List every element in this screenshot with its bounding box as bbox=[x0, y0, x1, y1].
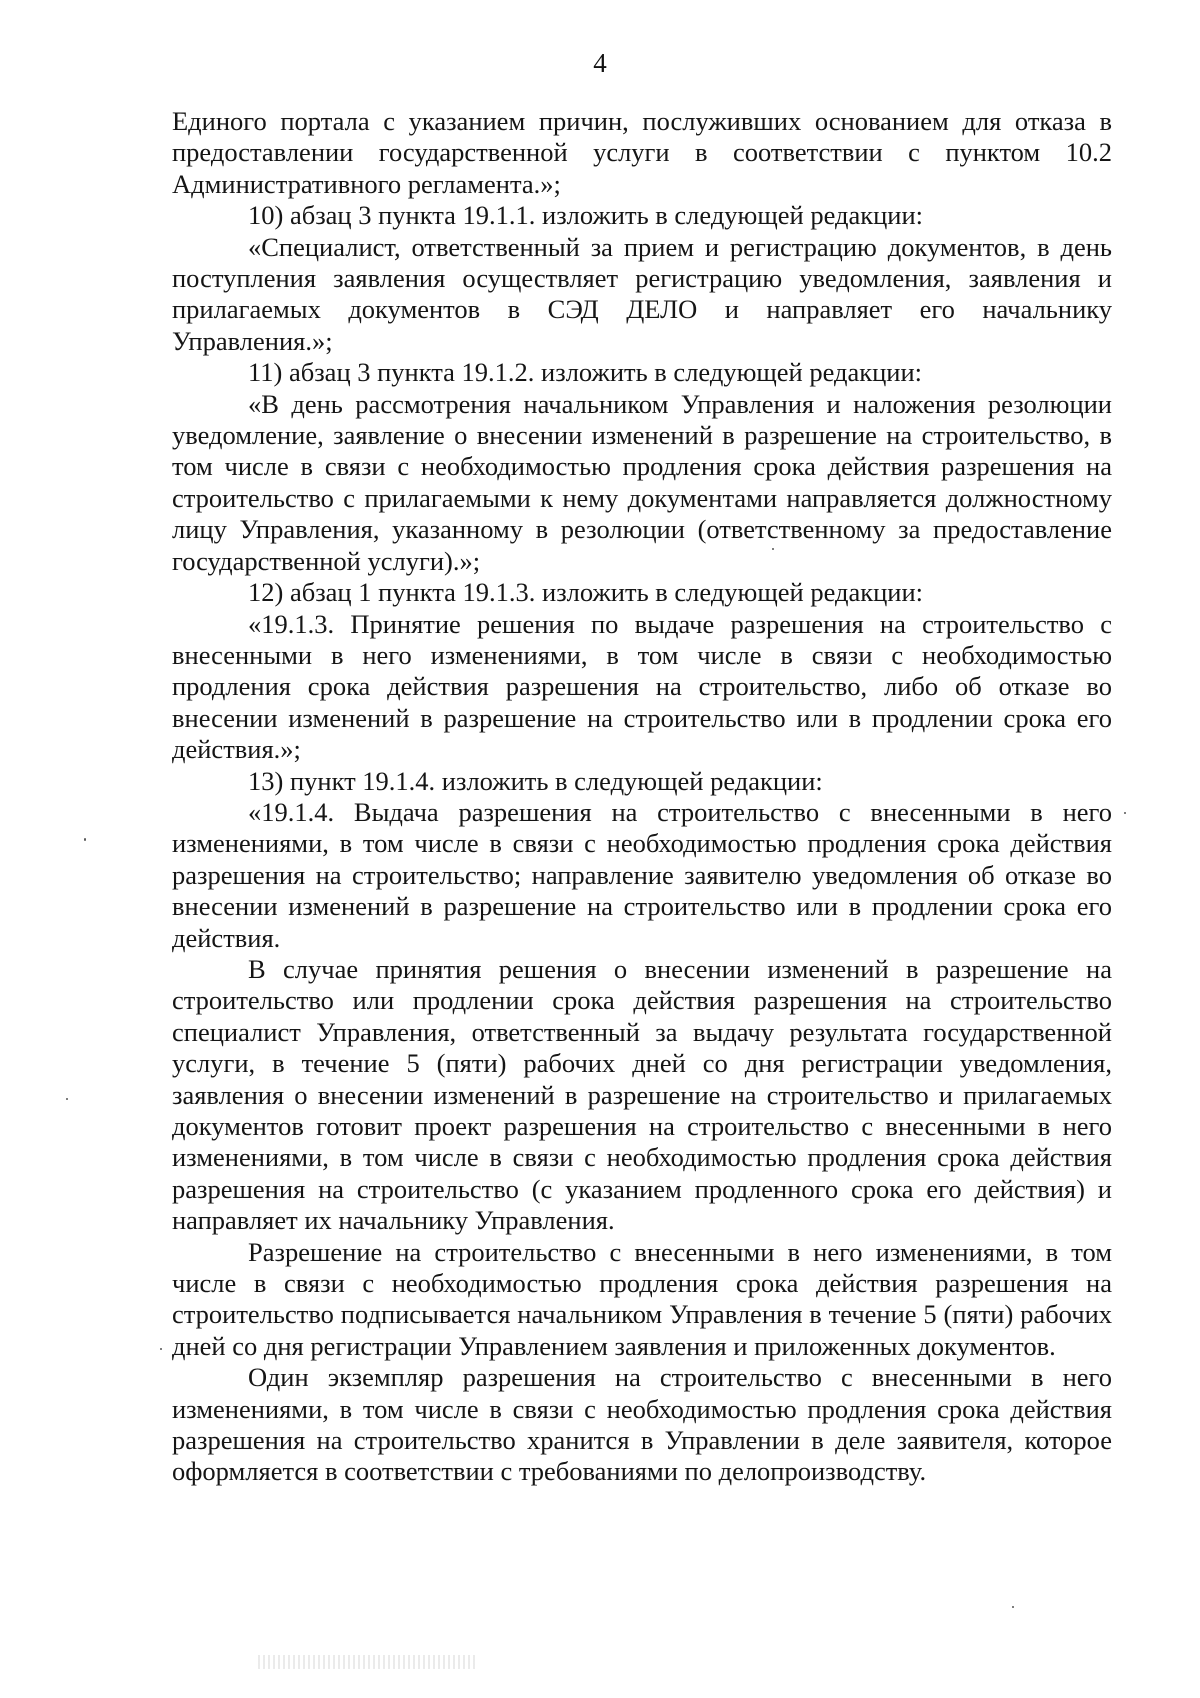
paragraph-9: «19.1.4. Выдача разрешения на строительство с внесенными в него изменениями, в том числе в связи с необходимостью продления срока действия разрешения на строительство; направление заявителю уведомления об отказе во внесении изменений в разрешение на строительство или в продлении срока его действия. bbox=[172, 796, 1112, 953]
paragraph-2: 10) абзац 3 пункта 19.1.1. изложить в следующей редакции: bbox=[248, 200, 924, 231]
paragraph-1: Единого портала с указанием причин, послуживших основанием для отказа в предоставлении государственной услуги в соответствии с пунктом 10.2 Административного регламента.»; bbox=[172, 106, 1112, 199]
paragraph-7: «19.1.3. Принятие решения по выдаче разрешения на строительство с внесенными в него изменениями, в том числе в связи с необходимостью продления срока действия разрешения на строительство, либо об отказе во внесении изменений в разрешение на строительство или в продлении срока его действия.»; bbox=[172, 608, 1112, 765]
scan-speck bbox=[772, 548, 774, 550]
scan-speck bbox=[66, 1098, 68, 1100]
paragraph-11: Разрешение на строительство с внесенными в него изменениями, в том числе в связи с необходимостью продления срока действия разрешения на строительство подписывается начальником Управления в течение 5 (пяти) рабочих дней со дня регистрации Управлением заявления и приложенных документов. bbox=[172, 1236, 1112, 1361]
scan-speck bbox=[1124, 812, 1126, 814]
document-body bbox=[172, 106, 1112, 1488]
paragraph-12: Один экземпляр разрешения на строительство с внесенными в него изменениями, в том числе в связи с необходимостью продления срока действия разрешения на строительство хранится в Управлении в деле заявителя, которое оформляется в соответствии с требованиями по делопроизводству. bbox=[172, 1362, 1112, 1487]
paragraph-4: 11) абзац 3 пункта 19.1.2. изложить в следующей редакции: bbox=[248, 357, 923, 388]
scan-smudge bbox=[258, 1655, 478, 1669]
scan-speck bbox=[84, 838, 86, 841]
paragraph-6: 12) абзац 1 пункта 19.1.3. изложить в следующей редакции: bbox=[248, 577, 924, 608]
scan-speck bbox=[1012, 1606, 1014, 1608]
paragraph-10: В случае принятия решения о внесении изменений в разрешение на строительство или продлении срока действия разрешения на строительство специалист Управления, ответственный за выдачу результата государственной услуги, в течение 5 (пяти) рабочих дней со дня регистрации уведомления, заявления о внесении изменений в разрешение на строительство и прилагаемых документов готовит проект разрешения на строительство с внесенными в него изменениями, в том числе в связи с необходимостью продления срока действия разрешения на строительство (с указанием продленного срока его действия) и направляет их начальнику Управления. bbox=[172, 953, 1112, 1236]
paragraph-5: «В день рассмотрения начальником Управления и наложения резолюции уведомление, заявление о внесении изменений в разрешение на строительство, в том числе в связи с необходимостью продления срока действия разрешения на строительство с прилагаемыми к нему документами направляется должностному лицу Управления, указанному в резолюции (ответственному за предоставление государственной услуги).»; bbox=[172, 388, 1112, 576]
paragraph-3: «Специалист, ответственный за прием и регистрацию документов, в день поступления заявления осуществляет регистрацию уведомления, заявления и прилагаемых документов в СЭД ДЕЛО и направляет его начальнику Управления.»; bbox=[172, 231, 1112, 356]
scan-speck bbox=[160, 1348, 162, 1350]
paragraph-8: 13) пункт 19.1.4. изложить в следующей редакции: bbox=[248, 765, 823, 796]
page-number: 4 bbox=[593, 48, 607, 78]
